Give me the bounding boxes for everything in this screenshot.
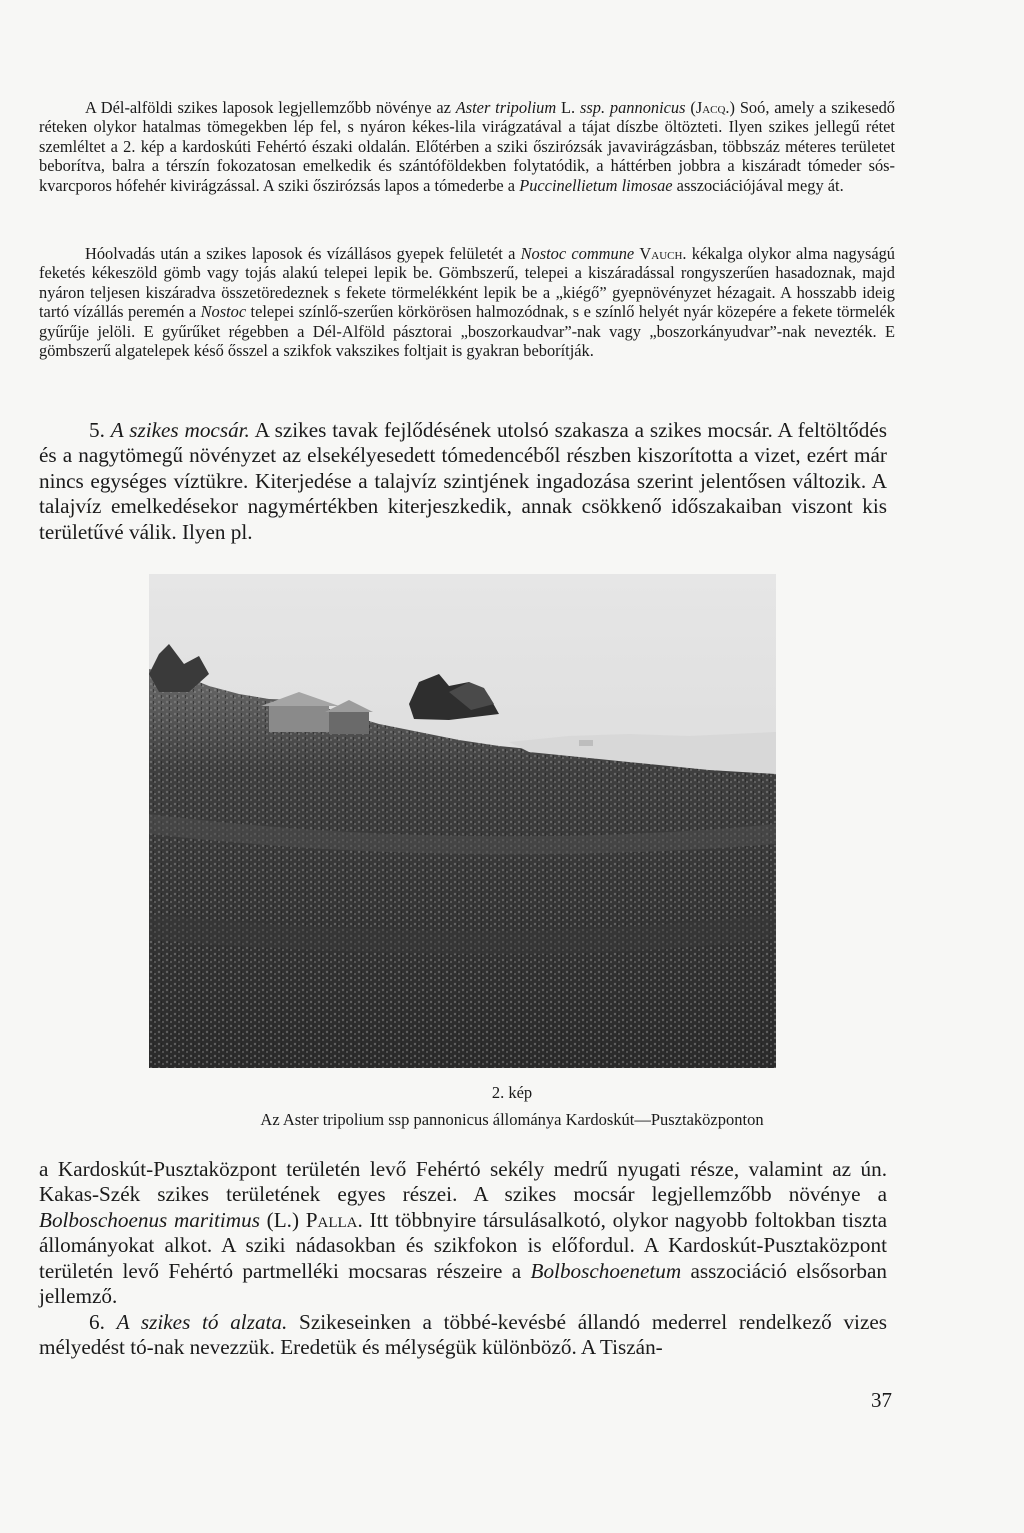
figure-caption: Az Aster tripolium ssp pannonicus állománya Kardoskút—Pusztaközponton [260, 1110, 764, 1129]
section-number: 5. [89, 418, 111, 442]
page-number: 37 [871, 1388, 892, 1412]
paragraph-aster: A Dél-alföldi szikes laposok legjellemzőbb növénye az Aster tripolium L. ssp. pannonicus (Jacq.) Soó, amely a szikesedő réteken olykor hatalmas tömegekben lép fel, s nyáron kékes-lila virágzatával a tájat díszbe öltözteti. Ilyen szikes jellegű rétet szemléltet a 2. kép a kardoskúti Fehértó északi oldalán. Előtérben a sziki őszirózsák javavirágzásban, többszáz méteres területet beborítva, balra a térszín fokozatosan emelkedik és szántóföldekben folytatódik, a háttérben jobbra a kiszáradt tómeder sós-kvarcporos hófehér kivirágzással. A sziki őszirózsás lapos a tómederbe a Puccinellietum limosae asszociációjával megy át. [39, 98, 896, 195]
paragraph-nostoc: Hóolvadás után a szikes laposok és vízállásos gyepek felületét a Nostoc commune Vauch. kékalga olykor alma nagyságú feketés kékeszöld gömb vagy tojás alakú telepei lepik be. Gömbszerű, telepei a kiszáradással rongyszerűen hasadoznak, majd nyáron teljesen kiszáradva összetöredeznek s fekete törmelékként lepik be a „kiégő” gyepnövényzet hézagait. A hosszabb ideig tartó vízállás peremén a Nostoc telepei színlő-szerűen körkörösen halmozódnak, s e színlő helyét nyár közepére a fekete törmelék gyűrűje jelöli. E gyűrűket régebben a Dél-Alföld pásztorai „boszorkaudvar”-nak vagy „boszorkányudvar”-nak nevezték. E gömbszerű algatelepek késő ősszel a szikfok vakszikes foltjait is gyakran beborítják. [39, 244, 895, 361]
section-number: 6. [89, 1310, 117, 1334]
section-heading: A szikes mocsár. [110, 418, 250, 442]
figure-number: 2. kép [491, 1083, 533, 1102]
section-heading: A szikes tó alzata. [116, 1310, 288, 1334]
section-5-paragraph: 5. A szikes mocsár. A szikes tavak fejlődésének utolsó szakasza a szikes mocsár. A feltöltődés és a nagytömegű növényzet az elsekélyesedett tómedencéből részben kiszorította a vizet, ezért már nincs egységes víztükre. Kiterjedése a talajvíz szintjének ingadozása szerint jelentősen változik. A talajvíz emelkedésekor nagymértékben kiterjeszkedik, annak csökkenő időszakaiban viszont kis területűvé válik. Ilyen pl. [39, 418, 888, 544]
landscape-photo [149, 574, 776, 1068]
paragraph-bolboschoenus: a Kardoskút-Pusztaközpont területén levő Fehértó sekély medrű nyugati része, valamint az ún. Kakas-Szék szikes területének egyes részei. A szikes mocsár legjellemzőbb növénye a Bolboschoenus maritimus (L.) Palla. Itt többnyire társulásalkotó, olykor nagyobb foltokban tiszta állományokat alkot. A sziki nádasokban és szikfokon is előfordul. A Kardoskút-Pusztaközpont területén levő Fehértó partmelléki mocsaras részeire a Bolboschoenetum asszociáció elsősorban jellemző. [39, 1157, 887, 1309]
section-6-paragraph: 6. A szikes tó alzata. Szikeseinken a többé-kevésbé állandó mederrel rendelkező vizes mélyedést tó-nak nevezzük. Eredetük és mélységük különböző. A Tiszán- [39, 1310, 887, 1360]
